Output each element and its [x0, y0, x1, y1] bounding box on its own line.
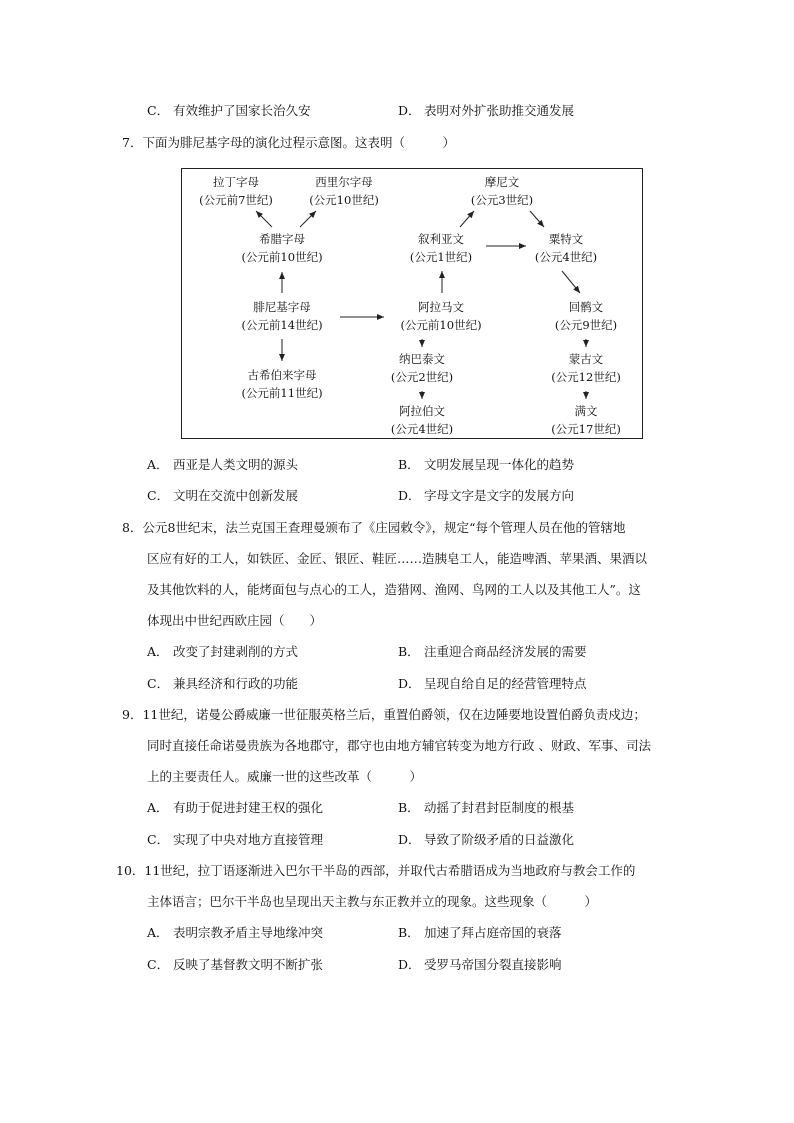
node-phoenician: 腓尼基字母 (公元前14世纪) [241, 300, 323, 332]
q8-stem-line-1: 8．公元8世纪末，法兰克国王查理曼颁布了《庄园敕令》，规定“每个管理人员在他的管辖地 [122, 520, 626, 535]
q8-option-b[interactable]: B． 注重迎合商品经济发展的需要 [398, 644, 587, 659]
node-syriac: 叙利亚文 (公元1世纪) [409, 232, 473, 264]
node-hebrew: 古希伯来字母 (公元前11世纪) [241, 368, 323, 400]
node-uyghur: 回鹘文 (公元9世纪) [554, 300, 618, 332]
q8-option-a[interactable]: A． 改变了封建剥削的方式 [147, 644, 299, 659]
node-nabataean: 纳巴泰文 (公元2世纪) [390, 352, 454, 384]
node-greek: 希腊字母 (公元前10世纪) [241, 232, 323, 264]
q10-stem-line-1: 10．11世纪，拉丁语逐渐进入巴尔干半岛的西部，并取代古希腊语成为当地政府与教会工作的 [116, 863, 636, 878]
arrow-greek-to-latin [256, 211, 272, 227]
node-mongolian: 蒙古文 (公元12世纪) [551, 352, 621, 384]
node-arabic: 阿拉伯文 (公元4世纪) [390, 404, 454, 436]
q7-option-d[interactable]: D． 字母文字是文字的发展方向 [398, 488, 575, 503]
q9-stem-line-3: 上的主要责任人。威廉一世的这些改革（ ） [147, 769, 423, 784]
q10-option-c[interactable]: C． 反映了基督教文明不断扩张 [147, 957, 324, 972]
node-aramaic: 阿拉马文 (公元前10世纪) [400, 300, 482, 332]
q6-option-c: C． 有效维护了国家长治久安 [147, 103, 311, 118]
q9-stem-line-2: 同时直接任命诺曼贵族为各地郡守，郡守也由地方辅官转变为地方行政 、财政、军事、司法 [147, 738, 651, 753]
q7-stem: 7．下面为腓尼基字母的演化过程示意图。这表明（ ） [122, 135, 455, 150]
q7-option-a[interactable]: A． 西亚是人类文明的源头 [147, 457, 299, 472]
q8-option-d[interactable]: D． 呈现自给自足的经营管理特点 [398, 676, 587, 691]
q9-option-a[interactable]: A． 有助于促进封建王权的强化 [147, 800, 324, 815]
q8-stem-line-4: 体现出中世纪西欧庄园（ ） [147, 613, 323, 628]
q8-stem-line-2: 区应有好的工人，如铁匠、金匠、银匠、鞋匠……造胰皂工人，能造啤酒、苹果酒、果酒以 [147, 551, 648, 566]
arrow-syriac-to-manichaean [460, 211, 474, 227]
q10-option-b[interactable]: B． 加速了拜占庭帝国的衰落 [398, 925, 562, 940]
q10-option-a[interactable]: A． 表明宗教矛盾主导地缘冲突 [147, 925, 324, 940]
q6-option-d: D． 表明对外扩张助推交通发展 [398, 103, 575, 118]
node-manchu: 满文 (公元17世纪) [551, 404, 621, 436]
q10-option-d[interactable]: D． 受罗马帝国分裂直接影响 [398, 957, 562, 972]
node-sogdian: 粟特文 (公元4世纪) [534, 232, 598, 264]
alphabet-evolution-diagram [181, 168, 643, 439]
arrow-manichaean-to-sogdian [530, 211, 544, 227]
q8-stem-line-3: 及其他饮料的人，能烤面包与点心的工人，造猎网、渔网、鸟网的工人以及其他工人”。这 [147, 582, 641, 597]
q9-option-c[interactable]: C． 实现了中央对地方直接管理 [147, 832, 324, 847]
q9-option-d[interactable]: D． 导致了阶级矛盾的日益激化 [398, 832, 575, 847]
node-cyrillic: 西里尔字母 (公元10世纪) [309, 175, 379, 207]
q7-option-b[interactable]: B． 文明发展呈现一体化的趋势 [398, 457, 575, 472]
arrow-sogdian-to-uyghur [562, 271, 580, 293]
q9-option-b[interactable]: B． 动摇了封君封臣制度的根基 [398, 800, 575, 815]
node-latin: 拉丁字母 (公元前7世纪) [199, 175, 273, 207]
arrow-greek-to-cyrillic [300, 211, 316, 227]
node-manichaean: 摩尼文 (公元3世纪) [470, 175, 534, 207]
q10-stem-line-2: 主体语言；巴尔干半岛也呈现出天主教与东正教并立的现象。这些现象（ ） [147, 894, 598, 909]
q8-option-c[interactable]: C． 兼具经济和行政的功能 [147, 676, 299, 691]
q7-option-c[interactable]: C． 文明在交流中创新发展 [147, 488, 299, 503]
q9-stem-line-1: 9．11世纪，诺曼公爵威廉一世征服英格兰后，重置伯爵领，仅在边陲要地设置伯爵负责戍边； [122, 707, 646, 722]
